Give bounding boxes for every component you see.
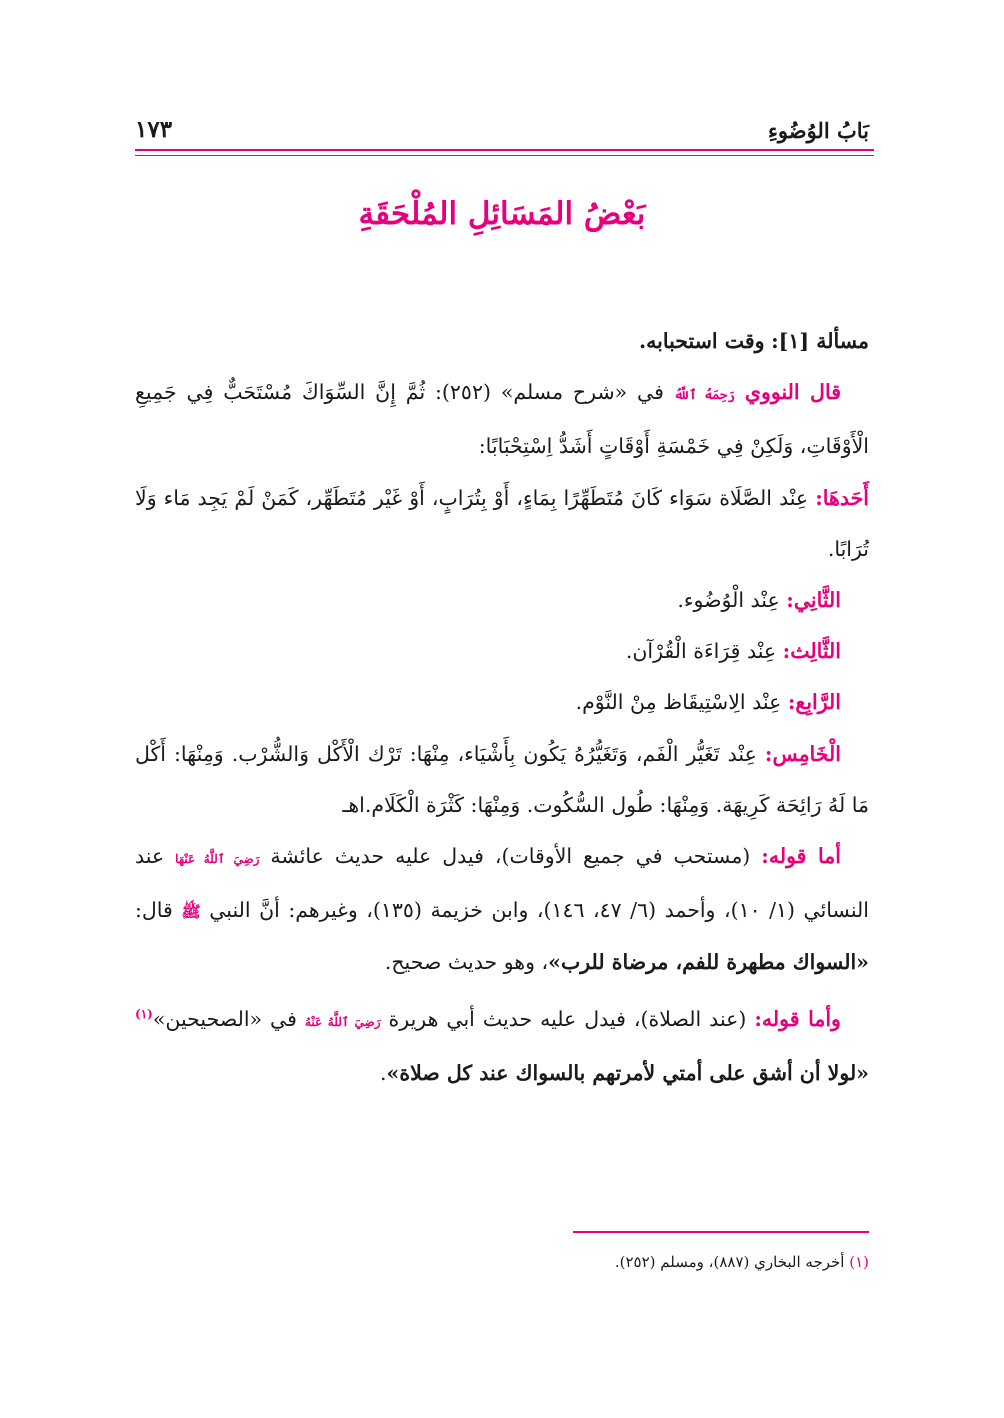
footnote-text: أخرجه البخاري (٨٨٧)، ومسلم (٢٥٢). — [614, 1253, 845, 1271]
header-rule-thin — [135, 155, 874, 156]
list-item-3 — [135, 626, 869, 677]
aisha-text-d: ، وهو حديث صحيح. — [384, 950, 549, 975]
page-number: ١٧٣ — [135, 116, 173, 143]
footnote-ref[interactable]: (١) — [135, 1006, 153, 1021]
list-item-2 — [135, 575, 869, 626]
honorific-glyph: رَحِمَهُ ٱللَّهُ — [673, 388, 736, 404]
footnote — [135, 1253, 869, 1271]
aisha-text-b: عند النسائي (١/ ١٠)، وأحمد (٦/ ٤٧، ١٤٦)، وابن خزيمة (١٣٥)، وغيرهم: أنَّ النبي — [135, 844, 869, 923]
item-text-1: عِنْد الصَّلَاة سَوَاء كَانَ مُتَطَهِّرًا بِمَاءٍ، أَوْ بِتُرَابٍ، أَوْ غَيْر مُتَطَهِّر، كَمَنْ لَمْ يَجِد مَاء وَلَا تُرَابًا. — [135, 485, 869, 561]
item-label-5: الْخَامِس: — [764, 741, 841, 766]
salawat-glyph: ﷺ — [181, 902, 201, 922]
item-label-2: الثَّانِي: — [786, 588, 841, 613]
aisha-paragraph — [135, 831, 869, 989]
body-text — [135, 316, 869, 1099]
hadith-quote: «لولا أن أشق على أمتي لأمرتهم بالسواك عند كل صلاة» — [386, 1060, 869, 1085]
issue-title: وقت استحبابه. — [639, 329, 765, 353]
hadith-quote: «السواك مطهرة للفم، مرضاة للرب» — [548, 950, 869, 975]
commentary-label: أما قوله: — [761, 844, 841, 869]
commentary-label: وأما قوله: — [754, 1006, 841, 1031]
list-item-5 — [135, 729, 869, 831]
header-rule-thick — [135, 149, 874, 151]
item-text-2: عِنْد الْوُضُوء. — [677, 588, 780, 613]
aisha-text-a: (مستحب في جميع الأوقات)، فيدل عليه حديث عائشة — [270, 844, 751, 869]
item-label-3: الثَّالِث: — [782, 639, 841, 664]
abu-hurayra-paragraph — [135, 989, 869, 1099]
item-label-1: أَحَدهَا: — [815, 485, 869, 510]
item-text-5: عِنْد تَغَيُّر الْفَم، وَتَغَيُّرُهُ يَكُون بِأَشْيَاء، مِنْهَا: تَرْك الْأَكْل وَالشُّرْب. وَمِنْهَا: أَكْل مَا لَهُ رَائِحَة كَرِيهَة. وَمِنْهَا: طُول السُّكُوت. وَمِنْهَا: كَثْرَة الْكَلَام.اهـ — [135, 741, 869, 817]
abu-hurayra-text-a: (عند الصلاة)، فيدل عليه حديث أبي هريرة — [388, 1006, 747, 1031]
honorific-glyph: رَضِيَ ٱللَّهُ عَنْهَا — [175, 852, 260, 867]
honorific-glyph: رَضِيَ ٱللَّهُ عَنْهُ — [304, 1014, 381, 1029]
item-text-3: عِنْد قِرَاءَة الْقُرْآن. — [625, 639, 777, 664]
list-item-1 — [135, 473, 869, 575]
section-heading: بَعْضُ المَسَائِلِ المُلْحَقَةِ — [358, 196, 646, 232]
item-label-4: الرَّابِع: — [787, 690, 841, 715]
issue-label: مسألة [١]: — [771, 329, 869, 353]
issue-line — [135, 316, 869, 367]
footnote-number: (١) — [849, 1253, 869, 1271]
abu-hurayra-text-b: في «الصحيحين» — [152, 1006, 297, 1031]
sentence-end: . — [380, 1060, 387, 1085]
nawawi-paragraph — [135, 367, 869, 472]
item-text-4: عِنْد الِاسْتِيقَاظ مِنْ النَّوْم. — [575, 690, 782, 715]
chapter-title: بَابُ الوُضُوءِ — [768, 118, 869, 143]
speaker-label: قال النووي — [744, 380, 841, 405]
list-item-4 — [135, 677, 869, 728]
running-header — [135, 110, 869, 154]
aisha-text-c: قال: — [135, 898, 173, 923]
footnote-divider — [573, 1231, 869, 1233]
nawawi-text: في «شرح مسلم» (٢٥٢): ثُمَّ إِنَّ السِّوَاكَ مُسْتَحَبٌّ فِي جَمِيعِ الْأَوْقَاتِ، وَلَكِنْ فِي خَمْسَةِ أَوْقَاتٍ أَشَدُّ اِسْتِحْبَابًا: — [135, 380, 869, 459]
